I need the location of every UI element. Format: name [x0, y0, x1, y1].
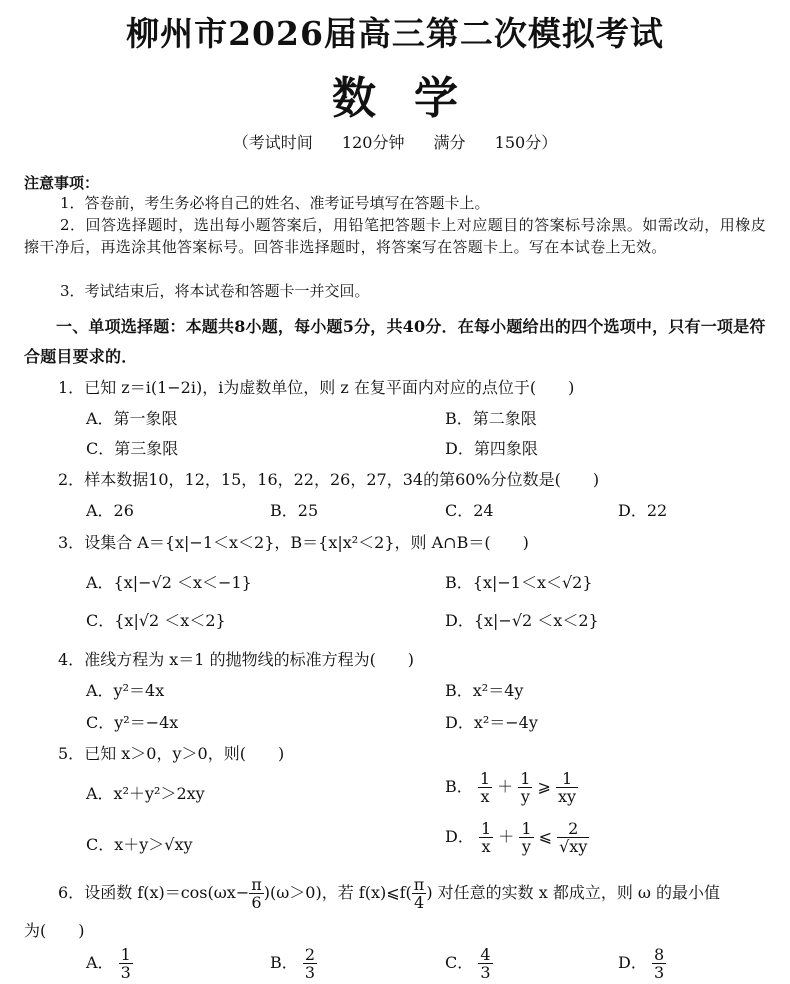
time-label: （考试时间: [232, 133, 313, 152]
exam-time-info: [0, 130, 790, 153]
question-stem: 样本数据10，12，15，16，22，26，27，34的第60%分位数是( ): [84, 470, 600, 489]
q3-option-d: D．{x|−√2 ＜x＜2}: [445, 611, 599, 630]
q4-option-d: D．x²＝−4y: [445, 713, 538, 732]
score-value: 150分）: [494, 133, 558, 152]
q1-option-d: D．第四象限: [445, 439, 538, 458]
q5-option-a: A．x²＋y²＞2xy: [86, 784, 205, 803]
question-number: 2．: [58, 470, 85, 489]
q2-option-b: B．25: [270, 501, 319, 520]
question-2: [58, 467, 599, 490]
q3-option-c: C．{x|√2 ＜x＜2}: [86, 611, 226, 630]
fraction: $\frac{1}{x}$: [480, 819, 492, 856]
q1-option-c: C．第三象限: [86, 439, 179, 458]
q4-option-a: A．y²＝4x: [86, 681, 165, 700]
notes-heading: 注意事项：: [24, 174, 100, 192]
exam-title: 柳州市2026届高三第二次模拟考试: [126, 14, 664, 53]
q5-option-b: B． $\frac{1}{x}$ ＋ $\frac{1}{y}$ ⩾ $\frac{1}{xy}$: [445, 769, 577, 806]
fraction: $\frac{2}{√xy}$: [559, 819, 588, 856]
subject-title: 数学: [332, 73, 496, 124]
q2-option-d: D．22: [618, 501, 668, 520]
q4-option-c: C．y²＝−4x: [86, 713, 179, 732]
question-stem: 已知 z＝i(1−2i)，i为虚数单位，则 z 在复平面内对应的点位于( ): [84, 378, 575, 397]
fraction: $\frac{\pi}{4}$: [413, 875, 425, 912]
question-6-continued: 为( ): [24, 921, 85, 940]
fraction: $\frac{1}{y}$: [520, 769, 531, 806]
question-4: [58, 647, 414, 670]
fraction: $\frac{1}{xy}$: [558, 769, 577, 806]
note-2: 2．回答选择题时，选出每小题答案后，用铅笔把答题卡上对应题目的答案标号涂黑。如需改动，用橡皮擦干净后，再选涂其他答案标号。回答非选择题时，将答案写在答题卡上。写在本试卷上无效。: [24, 216, 766, 256]
q6-option-c: C． $\frac{4}{3}$: [445, 945, 491, 982]
q5-option-c: C．x＋y＞√xy: [86, 835, 193, 854]
q2-option-c: C．24: [445, 501, 494, 520]
q6-option-b: B． $\frac{2}{3}$: [270, 945, 316, 982]
time-value: 120分钟: [341, 133, 405, 152]
question-number: 6．: [58, 883, 85, 902]
q3-option-a: A．{x|−√2 ＜x＜−1}: [86, 573, 252, 592]
question-number: 5．: [58, 744, 85, 763]
question-6: 6．设函数 f(x)＝cos(ωx− $\frac{\pi}{6}$ )(ω＞0)，若 f(x)⩽f( $\frac{\pi}{4}$ ) 对任意的实数 x 都成立，则 ω 的最小值: [58, 875, 721, 912]
question-number: 4．: [58, 650, 85, 669]
section-1-heading: 一、单项选择题：本题共8小题，每小题5分，共40分．在每小题给出的四个选项中，只有一项是符合题目要求的．: [24, 317, 766, 366]
question-stem: 准线方程为 x＝1 的抛物线的标准方程为( ): [84, 650, 415, 669]
question-number: 3．: [58, 533, 85, 552]
question-1: [58, 375, 574, 398]
q1-option-a: A．第一象限: [86, 409, 178, 428]
q6-option-a: A． $\frac{1}{3}$: [86, 945, 131, 982]
score-label: 满分: [433, 133, 466, 152]
question-stem: 设集合 A＝{x|−1＜x＜2}，B＝{x|x²＜2}，则 A∩B＝( ): [84, 533, 529, 552]
fraction: $\frac{1}{x}$: [479, 769, 491, 806]
q2-option-a: A．26: [86, 501, 134, 520]
note-3: 3．考试结束后，将本试卷和答题卡一并交回。: [60, 282, 370, 300]
question-3: [58, 530, 529, 553]
q6-option-d: D． $\frac{8}{3}$: [618, 945, 665, 982]
fraction: $\frac{8}{3}$: [653, 945, 665, 982]
question-stem: 已知 x＞0，y＞0，则( ): [84, 744, 285, 763]
fraction: $\frac{1}{y}$: [521, 819, 532, 856]
fraction: $\frac{2}{3}$: [304, 945, 316, 982]
fraction: $\frac{4}{3}$: [480, 945, 491, 982]
q5-option-d: D． $\frac{1}{x}$ ＋ $\frac{1}{y}$ ⩽ $\frac{2}{√xy}$: [445, 819, 588, 856]
q4-option-b: B．x²＝4y: [445, 681, 524, 700]
q3-option-b: B．{x|−1＜x＜√2}: [445, 573, 593, 592]
question-number: 1．: [58, 378, 85, 397]
fraction: $\frac{1}{3}$: [120, 945, 131, 982]
question-5: [58, 741, 284, 764]
q1-option-b: B．第二象限: [445, 409, 537, 428]
note-1: 1．答卷前，考生务必将自己的姓名、准考证号填写在答题卡上。: [60, 194, 490, 212]
fraction: $\frac{\pi}{6}$: [251, 875, 262, 912]
